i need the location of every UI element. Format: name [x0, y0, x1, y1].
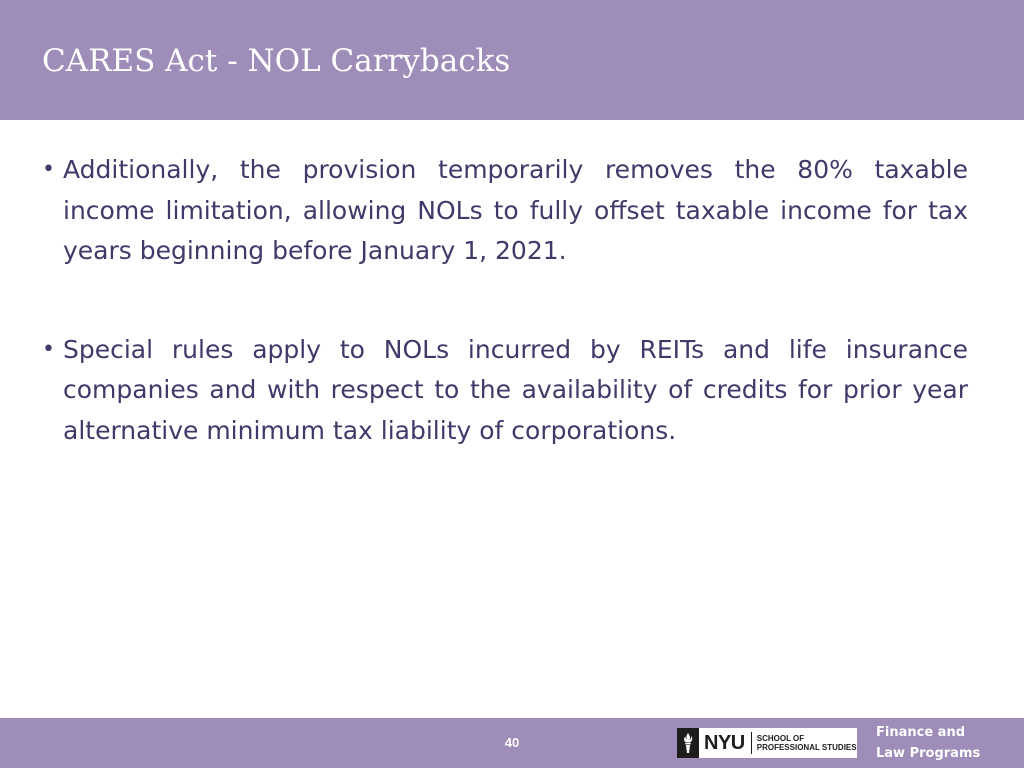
- school-line-2: PROFESSIONAL STUDIES: [756, 743, 857, 752]
- page-number: 40: [504, 735, 520, 750]
- bullet-marker: •: [42, 157, 55, 182]
- nyu-sps-logo: [677, 728, 857, 758]
- torch-icon: [677, 728, 699, 758]
- footer-bar: [0, 718, 1024, 768]
- program-line-2: Law Programs: [876, 746, 981, 761]
- school-name: [752, 734, 857, 753]
- bullet-item: [42, 150, 968, 272]
- bullet-text: Special rules apply to NOLs incurred by REITs and life insurance companies and with respect to the availability of credits for prior year alternative minimum tax liability of corporations.: [63, 334, 968, 445]
- program-line-1: Finance and: [876, 725, 966, 740]
- bullet-marker: •: [42, 336, 55, 362]
- program-name: [876, 722, 980, 764]
- bullet-list: [42, 150, 968, 509]
- bullet-text: Additionally, the provision temporarily removes the 80% taxable income limitation, allowing NOLs to fully offset taxable income for tax years beginning before January 1, 2021.: [63, 155, 968, 265]
- slide-title: CARES Act - NOL Carrybacks: [42, 43, 511, 79]
- header-bar: [0, 0, 1024, 120]
- nyu-wordmark: NYU: [704, 732, 745, 754]
- school-line-1: SCHOOL OF: [756, 733, 805, 743]
- bullet-item: [42, 330, 968, 452]
